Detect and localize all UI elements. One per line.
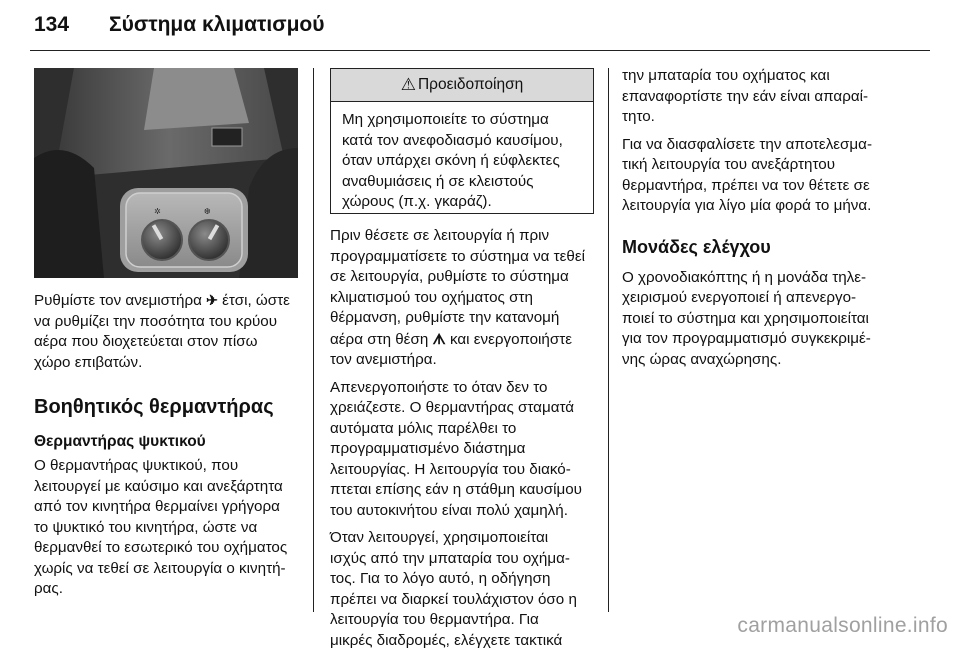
paragraph-1: Πριν θέσετε σε λειτουργία ή πριν προγραμματίσετε το σύστημα να τεθεί σε λειτουργία, ρυθμίστε το σύστημα κλιματισμού του οχήματος στη θέρμανση, ρυθμίστε την κατανομή αέρα στη θέση ᗑ και ενεργοποιήστε τον ανεμιστήρα. bbox=[330, 227, 586, 368]
column-2 bbox=[330, 226, 602, 651]
subsection-heading: Θερμαντήρας ψυκτικού bbox=[34, 433, 206, 450]
column-1 bbox=[34, 290, 304, 600]
paragraph-maintenance: Για να διασφαλίσετε την αποτελεσμα- τική λειτουργία του ανεξάρτητου θερμαντήρα, πρέπει να τον θέτετε σε λειτουργία για λίγο μία φορά το μήνα. bbox=[622, 135, 873, 214]
header-divider bbox=[30, 50, 930, 51]
paragraph-control-units: Ο χρονοδιακόπτης ή η μονάδα τηλε- χειρισμού ενεργοποιεί ή απενεργο- ποιεί το σύστημα και χρησιμοποιείται για τον προγραμματισμό συγκεκριμέ- νης ώρας αναχώρησης. bbox=[622, 268, 871, 368]
paragraph-2: Απενεργοποιήστε το όταν δεν το χρειάζεστε. Ο θερμαντήρας σταματά αυτόματα μόλις παρέλθει το προγραμματισμένο διάστημα λειτουργίας. Η λειτουργία του διακό- πτεται επίσης εάν η στάθμη καυσίμου του αυτοκινήτου είναι πολύ χαμηλή. bbox=[330, 378, 582, 519]
control-units-heading: Μονάδες ελέγχου bbox=[622, 236, 771, 257]
svg-text:✲: ✲ bbox=[154, 207, 161, 216]
column-3 bbox=[622, 66, 922, 370]
page-header bbox=[34, 8, 324, 42]
rear-climate-control-panel-photo bbox=[34, 68, 298, 278]
section-heading: Βοηθητικός θερμαντήρας bbox=[34, 396, 274, 418]
paragraph-3: Όταν λειτουργεί, χρησιμοποιείται ισχύς από την μπαταρία του οχήμα- τος. Για το λόγο αυτό, η οδήγηση πρέπει να διαρκεί τουλάχιστον όσο η λειτουργία του θερμαντήρα. Για μικρές διαδρομές, ελέγχετε τακτικά bbox=[330, 529, 577, 649]
fan-speed-icon: ✈ bbox=[206, 292, 218, 308]
warning-box bbox=[330, 68, 594, 214]
watermark: carmanualsonline.info bbox=[737, 614, 948, 637]
paragraph-continued: την μπαταρία του οχήματος και επαναφορτίστε την εάν είναι απαραί- τητο. bbox=[622, 67, 869, 125]
page-number: 134 bbox=[34, 13, 70, 36]
column-divider-1 bbox=[313, 68, 314, 612]
column-divider-2 bbox=[608, 68, 609, 612]
caption: Ρυθμίστε τον ανεμιστήρα ✈ έτσι, ώστε να ρυθμίζει την ποσότητα του κρύου αέρα που διοχετεύεται στον πίσω χώρο επιβατών. bbox=[34, 292, 290, 371]
warning-text: Μη χρησιμοποιείτε το σύστημα κατά τον ανεφοδιασμό καυσίμου, όταν υπάρχει σκόνη ή εύφλεκτες αναθυμιάσεις ή σε κλειστούς χώρους (π.χ. γκαράζ). bbox=[342, 111, 563, 210]
warning-header bbox=[331, 69, 593, 102]
page-title: Σύστημα κλιματισμού bbox=[109, 13, 325, 36]
warning-triangle-icon: ⚠ bbox=[400, 75, 416, 94]
body-paragraph: Ο θερμαντήρας ψυκτικού, που λειτουργεί με καύσιμο και ανεξάρτητα από τον κινητήρα θερμαίνει γρήγορα το ψυκτικό του κινητήρα, ώστε να θερμανθεί το εσωτερικό του οχήματος χωρίς να τεθεί σε λειτουργία ο κινητή- ρας. bbox=[34, 457, 288, 597]
warning-title: Προειδοποίηση bbox=[417, 76, 524, 93]
windscreen-defrost-icon: ᗑ bbox=[432, 330, 446, 347]
svg-text:❆: ❆ bbox=[204, 207, 211, 216]
